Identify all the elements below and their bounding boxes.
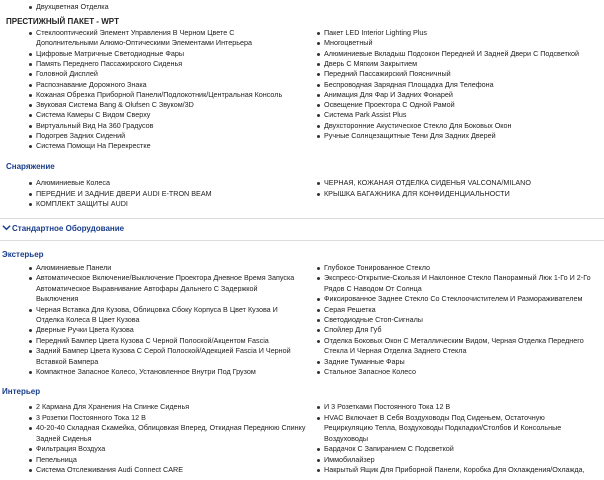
list-item: 2 Кармана Для Хранения На Спинке Сиденья (36, 402, 190, 411)
list-item: Многоцветный (324, 38, 373, 48)
bullet (317, 371, 320, 374)
list-item: Автоматическое Выравнивание Автофары Дальнего С Задержкой (36, 283, 258, 293)
chevron-down-icon (2, 223, 11, 232)
bullet (317, 417, 320, 420)
bullet (317, 135, 320, 138)
bullet (317, 84, 320, 87)
interior-title: Интерьер (2, 387, 41, 396)
list-item: Накрытый Ящик Для Приборной Панели, Коробка Для Охлаждения/Охлажда, (324, 465, 585, 474)
bullet (29, 309, 32, 312)
bullet (317, 73, 320, 76)
list-item: И 3 Розетками Постоянного Тока 12 В (324, 402, 451, 411)
section-divider-bottom (0, 240, 604, 241)
bullet (317, 277, 320, 280)
list-item: Дверные Ручки Цвета Кузова (36, 325, 134, 335)
list-item: Система Park Assist Plus (324, 110, 407, 120)
bullet (29, 448, 32, 451)
list-item: Иммобилайзер (324, 454, 375, 464)
list-item: HVAC Включает В Себя Воздуховоды Под Сиденьем, Остаточную (324, 412, 545, 422)
bullet (317, 42, 320, 45)
list-item: Глубокое Тонированное Стекло (324, 263, 431, 272)
bullet (29, 459, 32, 462)
package-title: ПРЕСТИЖНЫЙ ПАКЕТ - WPT (6, 17, 119, 26)
list-item: Стекла И Черная Отделка Заднего Стекла (324, 346, 467, 356)
list-item: Пакет LED Interior Lighting Plus (324, 28, 427, 37)
bullet (317, 298, 320, 301)
list-item: Задний Бампер Цвета Кузова С Серой Полоской/Адекцией Fascia И Черной (36, 346, 291, 356)
bullet (29, 73, 32, 76)
list-item: Двухцветная Отделка (36, 2, 109, 11)
equipment-title: Снаряжение (6, 162, 55, 171)
list-item: Серая Решетка (324, 304, 376, 314)
standard-equipment-toggle[interactable] (0, 218, 604, 240)
bullet (29, 94, 32, 97)
list-item: Задней Сиденья (36, 433, 92, 443)
list-item: Пепельница (36, 454, 77, 464)
bullet (317, 469, 320, 472)
bullet (29, 104, 32, 107)
list-item: Задние Туманные Фары (324, 356, 405, 366)
bullet (29, 340, 32, 343)
list-item: Экспресс-Открытие-Скользя И Наклонное Стекло Панорамный Люк 1-Го И 2-Го (324, 273, 591, 283)
bullet (29, 406, 32, 409)
list-item: Передний Пассажирский Поясничный (324, 69, 451, 79)
bullet (317, 329, 320, 332)
bullet (317, 104, 320, 107)
list-item: Память Переднего Пассажирского Сиденья (36, 58, 183, 68)
bullet (317, 309, 320, 312)
list-item: Система Камеры С Видом Сверху (36, 110, 151, 120)
bullet (29, 350, 32, 353)
list-item: Рециркуляцию Тепла, Воздуховоды Подкладки/Столбов И Консольные (324, 423, 562, 432)
list-item: Рядов С Наводом От Солнца (324, 283, 422, 293)
bullet (29, 371, 32, 374)
list-item: Бардачок С Запиранием С Подсветкой (324, 444, 454, 453)
list-item: Система Помощи На Перекрестке (36, 141, 151, 151)
bullet (317, 459, 320, 462)
bullet (317, 319, 320, 322)
bullet (29, 427, 32, 430)
list-item: Фильтрация Воздуха (36, 444, 106, 453)
list-item: Компактное Запасное Колесо, Установленное Внутри Под Грузом (36, 367, 256, 376)
list-item: Алюминиевые Панели (36, 263, 112, 272)
list-item: КОМПЛЕКТ ЗАЩИТЫ AUDI (36, 199, 128, 208)
list-item: Алюминиевые Колеса (36, 178, 111, 187)
bullet (29, 417, 32, 420)
bullet (317, 32, 320, 35)
bullet (29, 203, 32, 206)
list-item: Воздуховоды (324, 433, 369, 443)
bullet (317, 406, 320, 409)
bullet (29, 6, 32, 9)
list-item: Черная Вставка Для Кузова, Облицовка Сбоку Корпуса В Цвет Кузова И (36, 304, 278, 314)
bullet (29, 277, 32, 280)
bullet (317, 267, 320, 270)
bullet (317, 182, 320, 185)
list-item: Кожаная Обрезка Приборной Панели/Подлокотник/Центральная Консоль (36, 89, 283, 99)
bullet (29, 125, 32, 128)
list-item: КРЫШКА БАГАЖНИКА ДЛЯ КОНФИДЕНЦИАЛЬНОСТИ (324, 188, 510, 198)
list-item: Анимация Для Фар И Задних Фонарей (324, 89, 453, 99)
list-item: 3 Розетки Постоянного Тока 12 В (36, 412, 146, 422)
bullet (29, 469, 32, 472)
bullet (29, 84, 32, 87)
list-item: Дополнительными Алюмо-Оптическими Элементами Интерьера (36, 38, 252, 48)
list-item: Цифровые Матричные Светодиодные Фары (36, 48, 185, 58)
bullet (29, 135, 32, 138)
list-item: Двухсторонние Акустическое Стекло Для Боковых Окон (324, 120, 512, 130)
bullet (29, 145, 32, 148)
bullet (29, 53, 32, 56)
bullet (317, 63, 320, 66)
bullet (29, 182, 32, 185)
bullet (317, 193, 320, 196)
list-item: Стеклооптический Элемент Управления В Черном Цвете С (36, 28, 235, 37)
list-item: Головной Дисплей (36, 69, 98, 79)
list-item: Вставкой Бампера (36, 356, 99, 366)
list-item: ЧЕРНАЯ, КОЖАНАЯ ОТДЕЛКА СИДЕНЬЯ VALCONA/MILANO (324, 178, 531, 187)
list-item: ПЕРЕДНИЕ И ЗАДНИЕ ДВЕРИ AUDI E-TRON BEAM (36, 188, 212, 198)
list-item: Алюминиевые Вкладыш Подсокон Передней И Задней Двери С Подсветкой (324, 48, 580, 58)
bullet (29, 63, 32, 66)
list-item: Фиксированное Заднее Стекло Со Стеклоочистителем И Размораживателем (324, 294, 583, 304)
exterior-title: Экстерьер (2, 250, 44, 259)
list-item: Виртуальный Вид На 360 Градусов (36, 120, 154, 130)
list-item: Подогрев Задних Сидений (36, 131, 126, 140)
list-item: Ручные Солнцезащитные Тени Для Задних Дверей (324, 131, 496, 140)
bullet (317, 361, 320, 364)
bullet (317, 125, 320, 128)
standard-equipment-label: Стандартное Оборудование (12, 224, 125, 233)
bullet (29, 32, 32, 35)
list-item: Звуковая Система Bang & Olufsen С Звуком/3D (36, 100, 194, 110)
bullet (29, 193, 32, 196)
bullet (317, 114, 320, 117)
list-item: 40-20-40 Складная Скамейка, Облицовкая Вперед, Откидная Переднюю Спинку (36, 423, 306, 432)
list-item: Распознавание Дорожного Знака (36, 79, 147, 89)
list-item: Спойлер Для Губ (324, 325, 382, 335)
bullet (29, 114, 32, 117)
list-item: Передний Бампер Цвета Кузова С Черной Полоской/Акцентом Fascia (36, 335, 269, 345)
bullet (317, 53, 320, 56)
list-item: Автоматическое Включение/Выключение Проектора Дневное Время Запуска (36, 273, 295, 283)
list-item: Освещение Проектора С Одной Рамой (324, 100, 455, 110)
list-item: Стальное Запасное Колесо (324, 367, 416, 376)
list-item: Система Отслеживания Audi Connect CARE (36, 465, 183, 474)
list-item: Отделка Боковых Окон С Металлическим Видом, Черная Отделка Переднего (324, 335, 584, 345)
list-item: Дверь С Мягким Закрытием (324, 58, 418, 68)
bullet (317, 94, 320, 97)
bullet (317, 448, 320, 451)
list-item: Отделка Колеса В Цвет Кузова (36, 315, 140, 324)
list-item: Выключения (36, 294, 79, 304)
bullet (29, 267, 32, 270)
bullet (29, 329, 32, 332)
list-item: Беспроводная Зарядная Площадка Для Телефона (324, 79, 494, 89)
bullet (317, 340, 320, 343)
list-item: Светодиодные Стоп-Сигналы (324, 315, 423, 324)
